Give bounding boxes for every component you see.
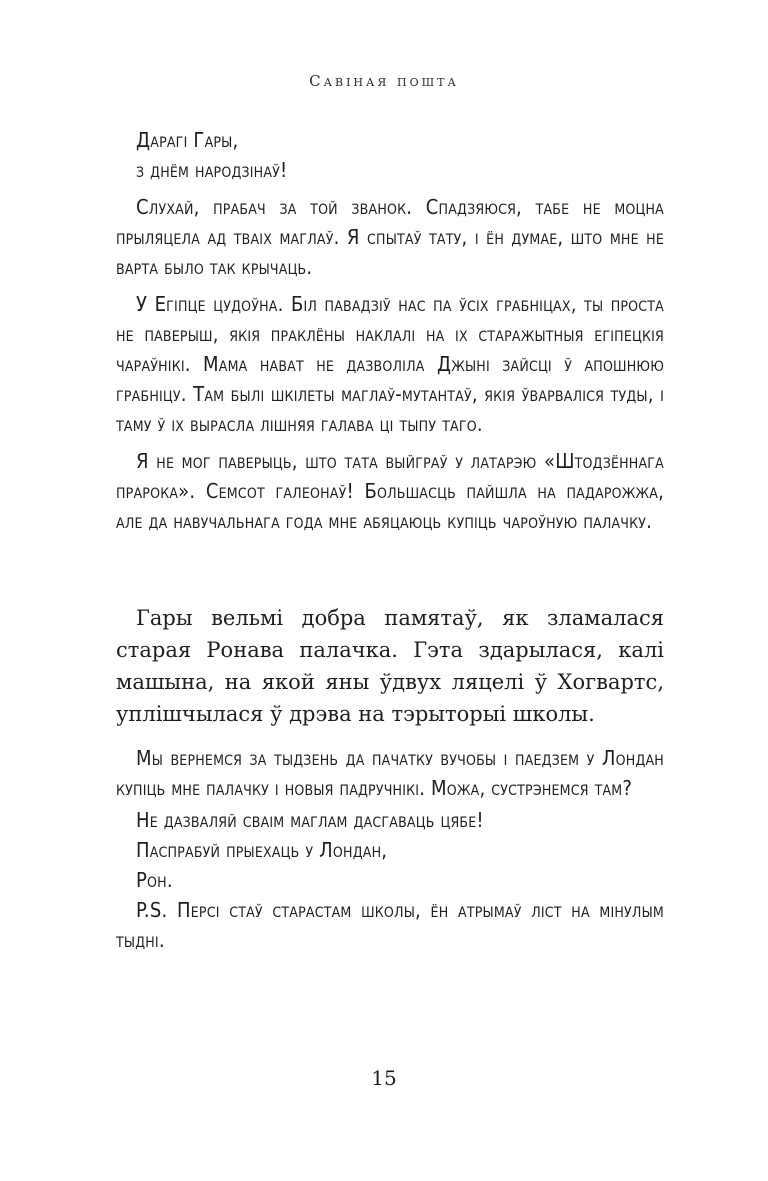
letter-paragraph: Я не мог паверыць, што тата выйграў у латарэю «Штодзённага прарока». Семсот галеонаў! Большасць пайшла на падарожжа, але да навучальнага года мне абяцаюць купіць чароўную палачку. bbox=[116, 449, 664, 533]
running-title: Савіная пошта bbox=[309, 72, 459, 90]
letter-paragraph: У Егіпце цудоўна. Біл павадзіў нас па ўсіх грабніцах, ты проста не паверыш, якія праклёны наклалі на іх старажытныя егіпецкія чараўнікі. Мама нават не дазволіла Джыні зайсці ў апошнюю грабніцу. Там былі шкілеты маглаў-мутантаў, якія ўварваліся туды, і таму ў іх вырасла лішняя галава ці тыпу таго. bbox=[116, 292, 664, 436]
letter-second-part bbox=[116, 743, 664, 962]
letter-greeting: з днём народзінаў! bbox=[136, 158, 288, 182]
letter-signature: Рон. bbox=[136, 868, 173, 892]
letter-closing-line: Паспрабуй прыехаць у Лондан, bbox=[136, 838, 388, 862]
letter-closing-line: Не дазваляй сваім маглам дасгаваць цябе! bbox=[136, 808, 484, 832]
letter-paragraph: Слухай, прабач за той званок. Спадзяюся, табе не моцна прыляцела ад тваіх маглаў. Я спытаў тату, і ён думае, што мне не варта было так крычаць. bbox=[116, 195, 664, 279]
page-number: 15 bbox=[371, 1066, 397, 1090]
letter-first-part bbox=[116, 125, 664, 543]
letter-salutation: Дарагі Гары, bbox=[136, 128, 239, 152]
letter-postscript: P.S. Персі стаў старастам школы, ён атрымаў ліст на мінулым тыдні. bbox=[116, 898, 664, 952]
narration-paragraph: Гары вельмі добра памятаў, як зламалася старая Ронава палачка. Гэта здарылася, калі машына, на якой яны ўдвух ляцелі ў Хогвартс, уплішчылася ў дрэва на тэрыторыі школы. bbox=[116, 606, 664, 726]
letter-paragraph: Мы вернемся за тыдзень да пачатку вучобы і паедзем у Лондан купіць мне палачку і новыя падручнікі. Можа, сустрэнемся там? bbox=[116, 746, 664, 800]
narration-block bbox=[116, 602, 664, 730]
